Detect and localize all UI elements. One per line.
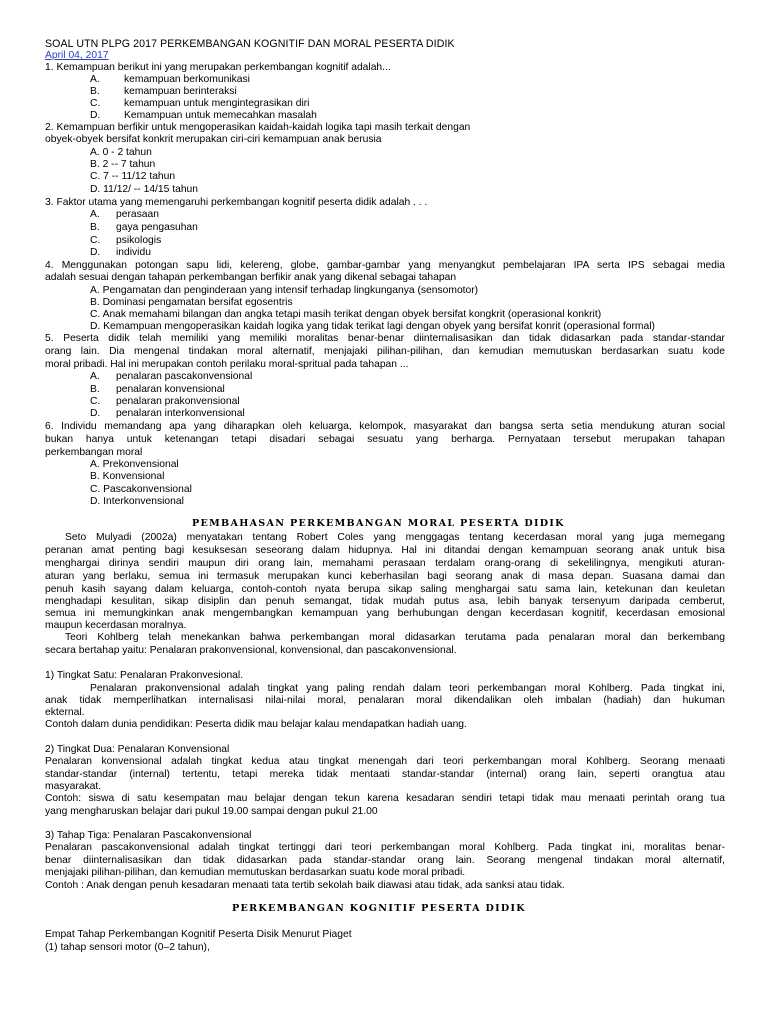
q2-option-a: A. 0 - 2 tahun [90, 147, 152, 158]
q4-option-b: B. Dominasi pengamatan bersifat egosentris [90, 297, 293, 308]
level-3-body-line-3: menjajaki pilihan-pilihan, dan kemudian memutuskan berdasarkan suatu kode moral pribadi. [45, 867, 466, 878]
question-5-text-line-1: 5. Peserta didik telah memiliki yang memiliki moralitas benar-benar diinternalisasikan dan tidak didasarkan pada standar-standar [45, 333, 725, 344]
section-heading-kognitif: PERKEMBANGAN KOGNITIF PESERTA DIDIK [232, 903, 526, 914]
q3-option-b: B. gaya pengasuhan [90, 222, 198, 233]
q5-option-a: A. penalaran pascakonvensional [90, 371, 253, 382]
q6-option-a: A. Prekonvensional [90, 459, 179, 470]
q5-option-d: D. penalaran interkonvensional [90, 408, 245, 419]
document-title: SOAL UTN PLPG 2017 PERKEMBANGAN KOGNITIF DAN MORAL PESERTA DIDIK [45, 38, 455, 50]
q3-option-d: D. individu [90, 247, 151, 258]
question-4-text-line-2: adalah sesuai dengan tahapan perkembangan berfikir anak yang dikenal sebagai tahapan [45, 272, 457, 283]
moral-intro-line-5: penuh kasih sayang dalam keluarga, contoh-contoh nyata berupa sikap saling menghargai satu sama lain, ketekunan dan keuletan [45, 584, 725, 595]
level-1-body-line-2: anak tidak memperlihatkan internalisasi nilai-nilai moral, penalaran moral dikendalikan oleh imbalan (hadiah) dan hukuman [45, 695, 725, 706]
kognitif-intro: Empat Tahap Perkembangan Kognitif Peserta Disik Menurut Piaget [45, 929, 352, 940]
q2-option-b: B. 2 -- 7 tahun [90, 159, 156, 170]
moral-intro-line-7: semua ini memungkinkan anak mengembangkan kemampuan yang berhubungan dengan kecerdasan kognitif, kecerdasan emosional [45, 608, 725, 619]
q6-option-b: B. Konvensional [90, 471, 165, 482]
moral-intro-line-3: menghargai dirinya sendiri maupun diri orang lain, memahami perasaan terdalam orang-orang di sekelilingnya, mengikuti aturan- [45, 558, 725, 569]
q6-option-d: D. Interkonvensional [90, 496, 184, 507]
level-2-body-line-2: standar-standar (internal) tertentu, tetapi mereka tidak mentaati standar-standar (internal) orang lain, seperti orangtua atau [45, 769, 725, 780]
q5-option-c: C. penalaran prakonvensional [90, 396, 240, 407]
q1-option-a: A. kemampuan berkomunikasi [90, 74, 250, 85]
q4-option-c: C. Anak memahami bilangan dan angka tetapi masih terikat dengan obyek bersifat kongkrit (operasional konkrit) [90, 309, 602, 320]
q5-option-b: B. penalaran konvensional [90, 384, 225, 395]
q2-option-c: C. 7 -- 11/12 tahun [90, 171, 176, 182]
q4-option-d: D. Kemampuan mengoperasikan kaidah logika yang tidak terikat lagi dengan obyek yang bersifat konrit (operasional formal) [90, 321, 655, 332]
level-2-body-line-1: Penalaran konvensional adalah tingkat kedua atau tingkat menengah dari teori perkembangan moral Kohlberg. Seorang menaati [45, 756, 725, 767]
q2-option-d: D. 11/12/ -- 14/15 tahun [90, 184, 198, 195]
question-5-text-line-3: moral pribadi. Hal ini merupakan contoh perilaku moral-spritual pada tahapan ... [45, 359, 409, 370]
q1-option-d: D. Kemampuan untuk memecahkan masalah [90, 110, 317, 121]
moral-intro-line-8: maupun kecerdasan moralnya. [45, 620, 187, 631]
section-heading-moral: PEMBAHASAN PERKEMBANGAN MORAL PESERTA DIDIK [192, 518, 565, 529]
moral-intro-line-10: secara bertahap yaitu: Penalaran prakonvensional, konvensional, dan pascakonvensional. [45, 645, 457, 656]
question-6-text-line-3: perkembangan moral [45, 447, 143, 458]
level-3-title: 3) Tahap Tiga: Penalaran Pascakonvensional [45, 830, 252, 841]
level-3-body-line-2: benar diinternalisasikan dan tidak didasarkan pada standar-standar orang lain. Seorang mengenal tindakan moral alternatif, [45, 855, 725, 866]
level-2-body-line-3: masyarakat. [45, 781, 102, 792]
moral-intro-line-2: peranan amat penting bagi kesuksesan seseorang dalam hidupnya. Hal ini ditandai dengan kemampuan seorang anak untuk bisa [45, 545, 725, 556]
level-3-body-line-1: Penalaran pascakonvensional adalah tingkat tertinggi dari teori perkembangan moral Kohlberg. Pada tingkat ini, moralitas benar- [45, 842, 725, 853]
level-1-body-line-3: ekternal. [45, 707, 85, 718]
question-4-text-line-1: 4. Menggunakan potongan sapu lidi, kelereng, globe, gambar-gambar yang menyangkut pembelajaran IPA serta IPS sebagai media [45, 260, 725, 271]
q6-option-c: C. Pascakonvensional [90, 484, 192, 495]
question-1-text: 1. Kemampuan berikut ini yang merupakan perkembangan kognitif adalah... [45, 62, 391, 73]
level-3-example: Contoh : Anak dengan penuh kesadaran menaati tata tertib sekolah baik diawasi atau tidak, ada sanksi atau tidak. [45, 880, 565, 891]
q1-option-b: B. kemampuan berinteraksi [90, 86, 237, 97]
level-1-example: Contoh dalam dunia pendidikan: Peserta didik mau belajar kalau mendapatkan hadiah uang. [45, 719, 467, 730]
post-date-link[interactable]: April 04, 2017 [45, 50, 109, 61]
q3-option-c: C. psikologis [90, 235, 162, 246]
moral-intro-line-9: Teori Kohlberg telah menekankan bahwa perkembangan moral didasarkan terutama pada penalaran moral dan berkembang [65, 632, 725, 643]
moral-intro-line-4: aturan yang berlaku, semua ini termasuk merupakan kunci keberhasilan bagi seorang anak di masa depan. Suasana damai dan [45, 571, 725, 582]
question-6-text-line-2: bukan hanya untuk ketenangan tetapi disadari sebagai sesuatu yang berharga. Pernyataan tersebut merupakan tahapan [45, 434, 725, 445]
question-5-text-line-2: orang lain. Dia mengenal tindakan moral alternatif, menjajaki pilihan-pilihan, dan kemudian memutuskan berdasarkan suatu kode [45, 346, 725, 357]
level-2-example-line-2: yang mengharuskan belajar dari pukul 19.00 sampai dengan pukul 21.00 [45, 806, 378, 817]
q3-option-a: A. perasaan [90, 209, 159, 220]
question-6-text-line-1: 6. Individu memandang apa yang diharapkan oleh keluarga, kelompok, masyarakat dan bangsa serta setia mendukung aturan social [45, 421, 725, 432]
moral-intro-line-1: Seto Mulyadi (2002a) menyatakan tentang Robert Coles yang menggagas tentang kecerdasan moral yang juga memegang [65, 532, 725, 543]
q4-option-a: A. Pengamatan dan penginderaan yang intensif terhadap lingkunganya (sensomotor) [90, 285, 479, 296]
level-2-example-line-1: Contoh: siswa di satu kesempatan mau belajar dengan tekun karena kesadaran sendiri tetapi tidak mau menaati perintah orang tua [45, 793, 725, 804]
level-1-title: 1) Tingkat Satu: Penalaran Prakonvesional. [45, 670, 244, 681]
question-3-text: 3. Faktor utama yang memengaruhi perkembangan kognitif peserta didik adalah . . . [45, 197, 428, 208]
level-2-title: 2) Tingkat Dua: Penalaran Konvensional [45, 744, 230, 755]
question-2-text-line-1: 2. Kemampuan berfikir untuk mengoperasikan kaidah-kaidah logika tapi masih terkait dengan [45, 122, 471, 133]
moral-intro-line-6: menghadapi kesulitan, sikap disiplin dan penuh semangat, tidak mudah putus asa, lebih banyak tersenyum daripada cemberut, [45, 596, 725, 607]
q1-option-c: C. kemampuan untuk mengintegrasikan diri [90, 98, 310, 109]
question-2-text-line-2: obyek-obyek bersifat konkrit merupakan ciri-ciri kemampuan anak berusia [45, 134, 382, 145]
level-1-body-line-1: Penalaran prakonvensional adalah tingkat yang paling rendah dalam teori perkembangan moral Kohlberg. Pada tingkat ini, [90, 683, 725, 694]
kognitif-stage-1: (1) tahap sensori motor (0–2 tahun), [45, 942, 210, 953]
